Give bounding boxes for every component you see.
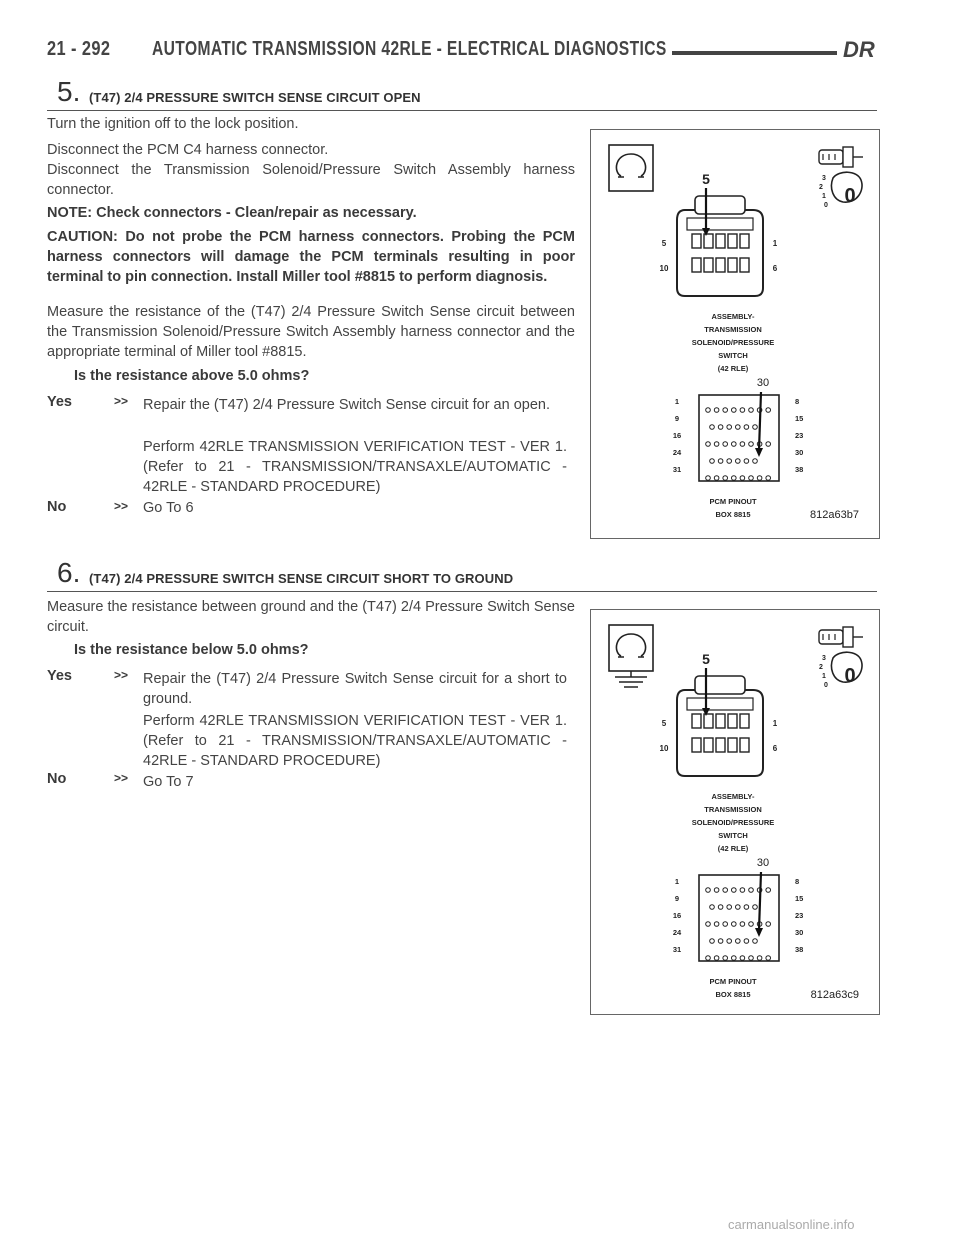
connector-cavity [716,714,725,728]
pin-hole [744,905,749,910]
pin-hole [749,442,754,447]
pin-hole [732,922,737,927]
pin-hole [714,888,719,893]
arrow-marker: >> [114,499,129,513]
pin-hole [718,939,723,944]
pin-hole [766,888,771,893]
pin-hole [736,905,741,910]
ignition-scale-digit: 3 [822,175,826,182]
connector-cavity [716,258,725,272]
connector-cavity [716,738,725,752]
pin-number: 23 [795,911,804,920]
connector-latch [695,196,745,214]
connector-cavity [716,234,725,248]
pin-hole [723,956,728,961]
assembly-label: (42 RLE) [717,364,749,373]
connector-cavity [740,714,749,728]
ignition-scale-digit: 2 [819,184,823,191]
caution: CAUTION: Do not probe the PCM harness connectors. Probing the PCM harness connectors will damage the PCM terminals resulting in poor terminal to pin connection. Install Miller tool #8815 to perform diagnosis. [47,229,575,285]
connector-cavity [692,738,701,752]
header-rule [672,51,837,55]
assembly-label: ASSEMBLY- [711,792,755,801]
pin-hole [766,408,771,413]
connector-cavity [692,258,701,272]
pin-hole [766,442,771,447]
instruction: Disconnect the PCM C4 harness connector. [47,142,329,158]
arrow-marker: >> [114,771,129,785]
pin-number: 15 [795,414,804,423]
pin-hole [757,956,762,961]
no-action: Go To 7 [143,774,194,790]
assembly-label: SOLENOID/PRESSURE [691,818,775,827]
pin-hole [727,905,732,910]
ignition-scale-digit: 0 [824,682,828,689]
yes-action: Perform 42RLE TRANSMISSION VERIFICATION TEST - VER 1. (Refer to 21 - TRANSMISSION/TRANSAXLE/AUTOMATIC - 42RLE - STANDARD PROCEDURE) [143,713,567,769]
pin-hole [749,956,754,961]
pin-hole [732,956,737,961]
cavity-number: 1 [772,239,778,248]
pin-hole [740,922,745,927]
pin-hole [740,476,745,481]
pin-number: 8 [795,877,800,886]
pin-hole [710,905,715,910]
connector-cavity [704,738,713,752]
pin-hole [753,939,758,944]
pin-number: 16 [672,431,682,440]
assembly-label: SOLENOID/PRESSURE [691,338,775,347]
assembly-label: ASSEMBLY- [711,312,755,321]
pin-hole [727,459,732,464]
pin-hole [749,476,754,481]
connector-cavity [704,234,713,248]
pin-hole [744,425,749,430]
pin-hole [744,939,749,944]
figure-id: 812a63c9 [810,989,859,1001]
connector-lock [687,698,753,710]
arrow-marker: >> [114,394,129,408]
pin-number: 30 [795,928,804,937]
pin-hole [740,442,745,447]
pin-hole [723,442,728,447]
pin-hole [740,888,745,893]
pin-number: 1 [674,397,680,406]
connector-cavity [704,714,713,728]
pin-hole [706,442,711,447]
pin-number: 38 [795,465,804,474]
instruction: Turn the ignition off to the lock position. [47,116,299,132]
step-5-heading [47,76,877,111]
probe-label: 5 [702,651,710,667]
pin-hole [732,888,737,893]
ohmmeter-icon [609,145,653,191]
pin-number: 9 [674,414,680,423]
step-title: (T47) 2/4 PRESSURE SWITCH SENSE CIRCUIT SHORT TO GROUND [89,571,514,586]
assembly-label: TRANSMISSION [704,325,762,334]
pin-hole [766,956,771,961]
yes-label: Yes [47,668,72,684]
pin-hole [766,476,771,481]
instruction: Measure the resistance between ground and the (T47) 2/4 Pressure Switch Sense circuit. [47,599,575,635]
note: NOTE: Check connectors - Clean/repair as necessary. [47,205,417,221]
step-6-heading [47,557,877,592]
assembly-label: TRANSMISSION [704,805,762,814]
ignition-digit: 0 [844,665,856,687]
connector-plug-icon [843,627,853,647]
pinout-label: BOX 8815 [715,510,751,519]
connector-cavity [728,714,737,728]
pin-number: 31 [672,945,682,954]
connector-cavity [692,714,701,728]
pin-hole [714,442,719,447]
figure-812a63c9 [590,609,880,1015]
yes-action: Repair the (T47) 2/4 Pressure Switch Sense circuit for an open. [143,397,550,413]
pin-hole [727,425,732,430]
pin-number: 15 [795,894,804,903]
pin-hole [706,408,711,413]
pin-hole [736,939,741,944]
ignition-scale-digit: 1 [822,673,826,680]
dr-logo: DR [843,37,875,62]
pin-hole [749,922,754,927]
probe-label: 5 [702,171,710,187]
step-number: 6. [57,557,81,588]
yes-label: Yes [47,394,72,410]
assembly-label: SWITCH [718,351,748,360]
pin-number: 38 [795,945,804,954]
pin-number: 31 [672,465,682,474]
connector-lock [687,218,753,230]
pin-hole [714,922,719,927]
no-label: No [47,771,67,787]
no-action: Go To 6 [143,500,194,516]
pin-hole [744,459,749,464]
ohmmeter-icon [609,625,653,671]
pin-hole [718,905,723,910]
assembly-label: SWITCH [718,831,748,840]
ignition-scale-digit: 0 [824,202,828,209]
pin-number: 30 [795,448,804,457]
ignition-scale-digit: 2 [819,664,823,671]
page-header [47,38,877,68]
pin-number: 24 [672,448,682,457]
pin-hole [736,459,741,464]
pin-hole [727,939,732,944]
pin-number: 16 [672,911,682,920]
ignition-scale-digit: 3 [822,655,826,662]
page-title: AUTOMATIC TRANSMISSION 42RLE - ELECTRICAL DIAGNOSTICS [152,38,667,60]
pin-hole [732,442,737,447]
pin-hole [718,459,723,464]
pinout-label: BOX 8815 [715,990,751,999]
cavity-number: 5 [661,239,667,248]
page-number: 21 - 292 [47,38,111,60]
pin-hole [732,408,737,413]
pin-number: 1 [674,877,680,886]
pin-hole [740,408,745,413]
pin-hole [714,956,719,961]
arrow-marker: >> [114,668,129,682]
ignition-scale-digit: 1 [822,193,826,200]
pin-hole [706,956,711,961]
pin-hole [736,425,741,430]
pin-hole [757,476,762,481]
connector-cavity [740,234,749,248]
yes-action: Repair the (T47) 2/4 Pressure Switch Sense circuit for a short to ground. [143,671,567,707]
no-label: No [47,499,67,515]
cavity-number: 5 [661,719,667,728]
step-title: (T47) 2/4 PRESSURE SWITCH SENSE CIRCUIT OPEN [89,90,421,105]
pin-hole [714,408,719,413]
pin-hole [753,459,758,464]
pin-hole [740,956,745,961]
connector-cavity [728,258,737,272]
ignition-digit: 0 [844,185,856,207]
connector-cavity [740,738,749,752]
connector-plug-icon [843,147,853,167]
pin-hole [723,408,728,413]
pin-hole [749,408,754,413]
connector-cavity [728,234,737,248]
pin-number: 8 [795,397,800,406]
question: Is the resistance below 5.0 ohms? [74,642,309,658]
pin-hole [718,425,723,430]
pin-hole [706,922,711,927]
figure-drawing [591,610,879,1010]
instruction: Disconnect the Transmission Solenoid/Pressure Switch Assembly harness connector. [47,162,575,198]
connector-cavity [692,234,701,248]
pin-hole [753,425,758,430]
connector-cavity [740,258,749,272]
yes-action: Perform 42RLE TRANSMISSION VERIFICATION TEST - VER 1. (Refer to 21 - TRANSMISSION/TRANSAXLE/AUTOMATIC - 42RLE - STANDARD PROCEDURE) [143,439,567,495]
connector-latch [695,676,745,694]
cavity-number: 6 [772,744,778,753]
pin-number: 9 [674,894,680,903]
watermark: carmanualsonline.info [728,1217,855,1232]
figure-id: 812a63b7 [810,509,859,521]
step-number: 5. [57,76,81,107]
pin-hole [710,425,715,430]
pin-hole [706,888,711,893]
pin-hole [766,922,771,927]
probe-label: 30 [756,857,770,869]
pin-number: 24 [672,928,682,937]
pin-hole [714,476,719,481]
pin-hole [732,476,737,481]
assembly-label: (42 RLE) [717,844,749,853]
pin-hole [706,476,711,481]
connector-cavity [704,258,713,272]
cavity-number: 6 [772,264,778,273]
cavity-number: 10 [659,744,669,753]
figure-drawing [591,130,879,530]
pin-hole [723,888,728,893]
pin-hole [710,459,715,464]
instruction: Measure the resistance of the (T47) 2/4 Pressure Switch Sense circuit between the Transmission Solenoid/Pressure Switch Assembly harness connector and the appropriate terminal of Miller tool #8815. [47,304,575,360]
pinout-label: PCM PINOUT [709,497,757,506]
pin-hole [723,922,728,927]
cavity-number: 1 [772,719,778,728]
cavity-number: 10 [659,264,669,273]
pin-number: 23 [795,431,804,440]
question: Is the resistance above 5.0 ohms? [74,368,310,384]
pinout-label: PCM PINOUT [709,977,757,986]
pin-hole [749,888,754,893]
connector-cavity [728,738,737,752]
pin-hole [723,476,728,481]
figure-812a63b7 [590,129,880,539]
pin-hole [710,939,715,944]
pin-hole [753,905,758,910]
probe-label: 30 [756,377,770,389]
